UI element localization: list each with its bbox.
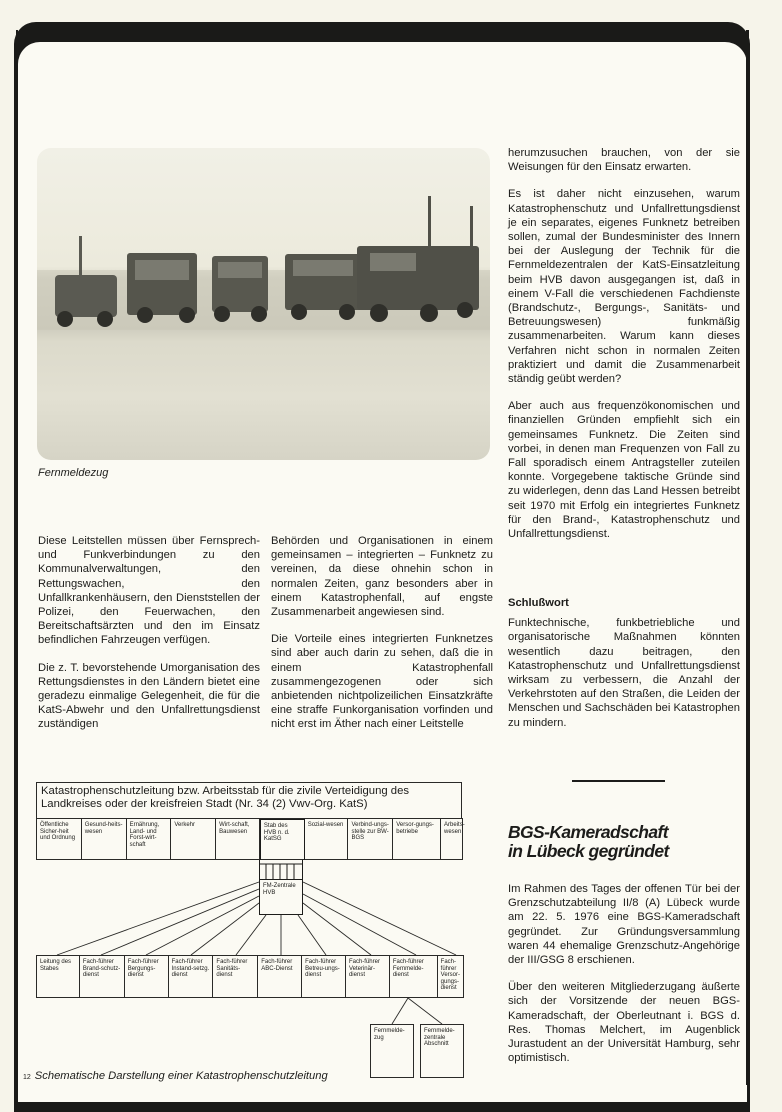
org-box-stab: Stab des HVB n. d. KatSG: [260, 819, 305, 860]
schlusswort-section: [508, 596, 740, 743]
section-divider: [572, 780, 665, 782]
org-box: Fach-führer Veterinär-dienst: [346, 956, 390, 997]
paragraph: Über den weiteren Mitgliederzugang äußerte sich der Vorsitzende der neuen BGS-Kameradschaft, der Oberleutnant i. BGS d. Res. Thomas Melchert, im Augenblick Jurastudent an der Universität Hamburg, sehr optimistisch.: [508, 981, 740, 1065]
org-box: Leitung des Stabes: [37, 956, 80, 997]
org-box: Verkehr: [171, 819, 216, 859]
org-chart-diagram: [36, 782, 464, 1080]
fm-zentrale-box: FM-Zentrale HVB: [259, 879, 303, 915]
figure-number: 12: [23, 1074, 31, 1081]
paragraph: Diese Leitstellen müssen über Fernsprech- und Funkverbindungen zu den Kommunalverwaltungen, den Rettungswachen, den Unfallkrankenhäusern, den Dienststellen der Polizei, den Feuerwachen, den Bereitschaftsärzten und den im Einsatz befindlichen Fahrzeugen verfügen.: [38, 535, 260, 647]
right-border-rule: [746, 30, 749, 1085]
org-box: Fach-führer Versor-gungs-dienst: [440, 959, 461, 992]
paragraph: Im Rahmen des Tages der offenen Tür bei der Grenzschutzabteilung II/8 (A) Lübeck wurde am 22. 5. 1976 eine BGS-Kameradschaft gegründet. Zur Gründungsversammlung waren 44 ehemalige Grenzschutz-Angehörige der III/GSG 8 erschienen.: [508, 883, 740, 967]
org-box: Fach-führer Sanitäts-dienst: [213, 956, 258, 997]
org-box: Ernährung, Land- und Forst-wirt-schaft: [127, 819, 172, 859]
paragraph: Die z. T. bevorstehende Umorganisation des Rettungsdienstes in den Ländern bietet eine geradezu einmalige Gelegenheit, die für die KatS-Abwehr und den Unfallrettungsdienst zuständigen: [38, 661, 260, 731]
org-box: Öffentliche Sicher-heit und Ordnung: [37, 819, 82, 859]
paragraph: herumzusuchen brauchen, von der sie Weisungen für den Einsatz erwarten.: [508, 147, 740, 174]
org-box: Fach-führer Fernmelde-dienst: [390, 956, 438, 997]
bgs-article-body: [508, 882, 740, 1078]
org-box: Fach-führer Brand-schutz-dienst: [80, 956, 125, 997]
paragraph: Aber auch aus frequenzökonomischen und finanziellen Gründen empfiehlt sich ein gemeinsames Funknetz. Die Zeiten sind vorbei, in denen man Frequenzen von Fall zu Fall sporadisch einem Antragsteller zuteilen konnte. Vorgegebene taktische Gründe sind zu widerlegen, denn das Land Hessen betreibt seit 1970 mit Erfolg ein integriertes Funknetz für den Brand-, Katastrophenschutz und Unfallrettungsdienst.: [508, 400, 740, 541]
stab-connector-ticks: [259, 860, 303, 879]
org-box: Versor-gungs-betriebe: [393, 819, 441, 859]
diagram-header: Katastrophenschutzleitung bzw. Arbeitsstab für die zivile Verteidigung des Landkreises oder der kreisfreien Stadt (Nr. 34 (2) Vwv-Org. KatS): [36, 782, 462, 818]
photo-caption: Fernmeldezug: [38, 467, 109, 479]
title-line: BGS-Kameradschaft: [508, 822, 668, 842]
article-title: [508, 823, 748, 861]
org-box: Fach-führer ABC-Dienst: [258, 956, 302, 997]
paragraph: Die Vorteile eines integrierten Funknetzes sind aber auch darin zu sehen, daß die in einem Katastrophenfall zusammengezogenen oder sich anbietenden nichtpolizeilichen Einsatzkräfte eine straffe Funkorganisation vorfinden und nicht erst im Äther nach einer Leitstelle: [271, 633, 493, 731]
diagram-top-row: [36, 818, 463, 860]
paragraph: Es ist daher nicht einzusehen, warum Katastrophenschutz und Unfallrettungsdienst je ein separates, eigenes Funknetz betreiben sollen, zumal der Bundesminister des Innern bei der Auslegung der Technik für die Fernmeldezentralen der KatS-Einsatzleitung beim HVB davon ausgegangen ist, daß in einem V-Fall die verschiedenen Fachdienste (Brandschutz-, Bergungs-, Sanitäts- und Betreuungswesen) funkmäßig zusammenarbeiten. Warum kann dieses Verfahren nicht schon in normalen Zeiten praktiziert und damit die Zusammenarbeit ständig geübt werden?: [508, 188, 740, 386]
article-column-left: [38, 534, 260, 745]
diagram-caption: [23, 1070, 328, 1082]
photo-fernmeldezug: [37, 148, 490, 460]
diagram-bottom-row: [36, 955, 464, 998]
org-box: Gesund-heits-wesen: [82, 819, 127, 859]
sub-box-fernmeldezentrale: Fernmelde-zentrale Abschnitt: [420, 1024, 464, 1078]
title-line: in Lübeck gegründet: [508, 841, 669, 861]
article-column-right-top: [508, 146, 740, 554]
org-box: Fach-führer Bergungs-dienst: [125, 956, 169, 997]
org-box: Sozial-wesen: [305, 819, 349, 859]
org-box: Wirt-schaft, Bauwesen: [216, 819, 260, 859]
section-heading: Schlußwort: [508, 597, 569, 609]
org-box: Verbind-ungs-stelle zur BW-BGS: [348, 819, 393, 859]
org-box: Fach-führer Betreu-ungs-dienst: [302, 956, 346, 997]
org-box: Fach-führer Instand-setzg. dienst: [169, 956, 214, 997]
caption-text: Schematische Darstellung einer Katastrophenschutzleitung: [34, 1070, 328, 1082]
paragraph: Funktechnische, funkbetriebliche und organisatorische Maßnahmen könnten wesentlich dazu beitragen, den Katastrophenschutz und Unfallrettungsdienst wirksam zu verbessern, die Anzahl der Verkehrstoten auf den Straßen, die Leiden der Menschen und Sachschäden bei Katastrophen zu mindern.: [508, 617, 740, 729]
sub-box-fernmeldezug: Fernmelde-zug: [370, 1024, 414, 1078]
org-box: Arbeits-wesen: [444, 822, 465, 835]
paragraph: Behörden und Organisationen in einem gemeinsamen – integrierten – Funknetz zu vereinen, da diese ohnehin schon in normalen Zeiten, ganz besonders aber in einem Katastrophenfall, auf engste Zusammenarbeit angewiesen sind.: [271, 535, 493, 619]
left-border-rule: [16, 30, 18, 1085]
vehicles-illustration: [37, 148, 490, 460]
article-column-middle: [271, 534, 493, 745]
